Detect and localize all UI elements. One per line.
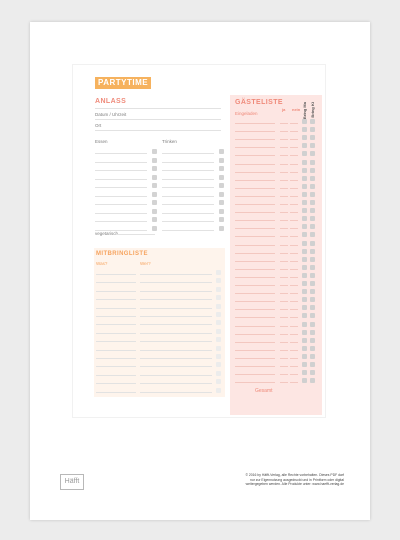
wer-line[interactable] xyxy=(140,282,212,283)
bring-ma-checkbox[interactable] xyxy=(302,200,307,205)
ja-line[interactable] xyxy=(280,334,288,335)
bring-ki-checkbox[interactable] xyxy=(310,216,315,221)
trinken-line[interactable] xyxy=(162,196,214,197)
ja-line[interactable] xyxy=(280,220,288,221)
bring-ki-checkbox[interactable] xyxy=(310,208,315,213)
page-title: PARTYTIME xyxy=(95,77,151,89)
ja-line[interactable] xyxy=(280,172,288,173)
bring-ki-checkbox[interactable] xyxy=(310,289,315,294)
essen-line[interactable] xyxy=(95,179,147,180)
wer-line[interactable] xyxy=(140,308,212,309)
bring-ki-checkbox[interactable] xyxy=(310,241,315,246)
bring-ma-checkbox[interactable] xyxy=(302,322,307,327)
wer-line[interactable] xyxy=(140,316,212,317)
anlass-title: ANLASS xyxy=(95,98,127,105)
wer-line[interactable] xyxy=(140,333,212,334)
nein-line[interactable] xyxy=(290,172,298,173)
ja-line[interactable] xyxy=(280,212,288,213)
wer-line[interactable] xyxy=(140,366,212,367)
bring-ma-checkbox[interactable] xyxy=(302,127,307,132)
bring-ki-checkbox[interactable] xyxy=(310,119,315,124)
was-line[interactable] xyxy=(96,366,136,367)
bring-ki-checkbox[interactable] xyxy=(310,176,315,181)
mitbring-checkbox[interactable] xyxy=(216,354,221,359)
guest-line[interactable] xyxy=(235,196,275,197)
nein-line[interactable] xyxy=(290,301,298,302)
ja-line[interactable] xyxy=(280,180,288,181)
guest-line[interactable] xyxy=(235,382,275,383)
mitbring-checkbox[interactable] xyxy=(216,388,221,393)
was-line[interactable] xyxy=(96,350,136,351)
bring-ma-checkbox[interactable] xyxy=(302,208,307,213)
guest-line[interactable] xyxy=(235,334,275,335)
guest-line[interactable] xyxy=(235,309,275,310)
guest-line[interactable] xyxy=(235,253,275,254)
nein-line[interactable] xyxy=(290,317,298,318)
essen-line[interactable] xyxy=(95,153,147,154)
ja-line[interactable] xyxy=(280,261,288,262)
party-planner xyxy=(72,64,326,418)
ja-label: ja xyxy=(282,107,286,112)
bring-ma-checkbox[interactable] xyxy=(302,257,307,262)
bring-ki-checkbox[interactable] xyxy=(310,313,315,318)
trinken-line[interactable] xyxy=(162,162,214,163)
gesamt-label: Gesamt xyxy=(255,388,273,394)
bring-ki-checkbox[interactable] xyxy=(310,151,315,156)
bring-ki-checkbox[interactable] xyxy=(310,322,315,327)
nein-line[interactable] xyxy=(290,220,298,221)
guest-line[interactable] xyxy=(235,366,275,367)
essen-checkbox[interactable] xyxy=(152,175,157,180)
wer-label: Wer? xyxy=(140,261,151,266)
bring-ki-checkbox[interactable] xyxy=(310,281,315,286)
nein-line[interactable] xyxy=(290,253,298,254)
nein-line[interactable] xyxy=(290,366,298,367)
mitbring-checkbox[interactable] xyxy=(216,312,221,317)
bring-ma-checkbox[interactable] xyxy=(302,241,307,246)
essen-line[interactable] xyxy=(95,230,147,231)
bring-ma-checkbox[interactable] xyxy=(302,354,307,359)
gaesteliste-title: GÄSTELISTE xyxy=(235,99,283,106)
nein-line[interactable] xyxy=(290,188,298,189)
trinken-checkbox[interactable] xyxy=(219,175,224,180)
essen-checkbox[interactable] xyxy=(152,209,157,214)
guest-line[interactable] xyxy=(235,358,275,359)
mitbring-checkbox[interactable] xyxy=(216,346,221,351)
trinken-checkbox[interactable] xyxy=(219,226,224,231)
was-line[interactable] xyxy=(96,392,136,393)
ort-line[interactable] xyxy=(95,130,221,131)
nein-line[interactable] xyxy=(290,196,298,197)
ja-line[interactable] xyxy=(280,188,288,189)
was-line[interactable] xyxy=(96,299,136,300)
datum-line[interactable] xyxy=(95,119,221,120)
nein-label: nein xyxy=(292,107,301,112)
bring-ma-checkbox[interactable] xyxy=(302,273,307,278)
bring-ki-checkbox[interactable] xyxy=(310,168,315,173)
nein-line[interactable] xyxy=(290,180,298,181)
mitbring-checkbox[interactable] xyxy=(216,337,221,342)
guest-line[interactable] xyxy=(235,172,275,173)
essen-line[interactable] xyxy=(95,204,147,205)
bring-ki-checkbox[interactable] xyxy=(310,378,315,383)
ja-line[interactable] xyxy=(280,123,288,124)
bring-ki-checkbox[interactable] xyxy=(310,249,315,254)
bring-ki-checkbox[interactable] xyxy=(310,184,315,189)
bring-ki-checkbox[interactable] xyxy=(310,354,315,359)
bring-ma-checkbox[interactable] xyxy=(302,232,307,237)
ja-line[interactable] xyxy=(280,285,288,286)
bring-ki-checkbox[interactable] xyxy=(310,257,315,262)
was-line[interactable] xyxy=(96,333,136,334)
trinken-checkbox[interactable] xyxy=(219,217,224,222)
ja-line[interactable] xyxy=(280,236,288,237)
ort-label: Ort xyxy=(95,123,102,128)
guest-line[interactable] xyxy=(235,261,275,262)
bring-ma-checkbox[interactable] xyxy=(302,176,307,181)
nein-line[interactable] xyxy=(290,350,298,351)
bring-ki-checkbox[interactable] xyxy=(310,224,315,229)
wer-line[interactable] xyxy=(140,299,212,300)
ja-line[interactable] xyxy=(280,164,288,165)
gaesteliste-box xyxy=(230,95,322,415)
essen-checkbox[interactable] xyxy=(152,183,157,188)
wer-line[interactable] xyxy=(140,358,212,359)
bring-ma-checkbox[interactable] xyxy=(302,184,307,189)
essen-line[interactable] xyxy=(95,221,147,222)
bring-ma-label: Bring Ma xyxy=(302,102,307,120)
essen-line[interactable] xyxy=(95,213,147,214)
bring-ki-checkbox[interactable] xyxy=(310,297,315,302)
ja-line[interactable] xyxy=(280,228,288,229)
bring-ki-checkbox[interactable] xyxy=(310,135,315,140)
ja-line[interactable] xyxy=(280,204,288,205)
guest-line[interactable] xyxy=(235,245,275,246)
trinken-checkbox[interactable] xyxy=(219,200,224,205)
nein-line[interactable] xyxy=(290,334,298,335)
was-line[interactable] xyxy=(96,282,136,283)
bring-ki-checkbox[interactable] xyxy=(310,160,315,165)
guest-line[interactable] xyxy=(235,277,275,278)
essen-line[interactable] xyxy=(95,162,147,163)
ja-line[interactable] xyxy=(280,293,288,294)
bring-ki-checkbox[interactable] xyxy=(310,370,315,375)
nein-line[interactable] xyxy=(290,164,298,165)
guest-line[interactable] xyxy=(235,155,275,156)
bring-ma-checkbox[interactable] xyxy=(302,192,307,197)
bring-ki-checkbox[interactable] xyxy=(310,338,315,343)
bring-ma-checkbox[interactable] xyxy=(302,378,307,383)
guest-line[interactable] xyxy=(235,188,275,189)
ja-line[interactable] xyxy=(280,139,288,140)
nein-line[interactable] xyxy=(290,277,298,278)
ja-line[interactable] xyxy=(280,317,288,318)
trinken-line[interactable] xyxy=(162,187,214,188)
essen-checkbox[interactable] xyxy=(152,226,157,231)
bring-ma-checkbox[interactable] xyxy=(302,160,307,165)
vegetarisch-label: vegetarisch xyxy=(95,231,119,236)
was-line[interactable] xyxy=(96,341,136,342)
ja-line[interactable] xyxy=(280,382,288,383)
essen-line[interactable] xyxy=(95,196,147,197)
mitbringliste-title: MITBRINGLISTE xyxy=(96,251,148,257)
bring-ki-checkbox[interactable] xyxy=(310,273,315,278)
nein-line[interactable] xyxy=(290,204,298,205)
guest-line[interactable] xyxy=(235,123,275,124)
wer-line[interactable] xyxy=(140,383,212,384)
nein-line[interactable] xyxy=(290,358,298,359)
eingeladen-label: Eingeladen xyxy=(235,111,258,116)
essen-line[interactable] xyxy=(95,170,147,171)
nein-line[interactable] xyxy=(290,309,298,310)
trinken-checkbox[interactable] xyxy=(219,158,224,163)
ja-line[interactable] xyxy=(280,358,288,359)
bring-ma-checkbox[interactable] xyxy=(302,338,307,343)
nein-line[interactable] xyxy=(290,261,298,262)
wer-line[interactable] xyxy=(140,324,212,325)
haefft-logo: Häfft xyxy=(60,474,84,490)
ja-line[interactable] xyxy=(280,253,288,254)
wer-line[interactable] xyxy=(140,291,212,292)
bring-ma-checkbox[interactable] xyxy=(302,143,307,148)
ja-line[interactable] xyxy=(280,277,288,278)
nein-line[interactable] xyxy=(290,245,298,246)
ja-line[interactable] xyxy=(280,131,288,132)
nein-line[interactable] xyxy=(290,155,298,156)
essen-checkbox[interactable] xyxy=(152,200,157,205)
bring-ma-checkbox[interactable] xyxy=(302,305,307,310)
was-line[interactable] xyxy=(96,375,136,376)
bring-ma-checkbox[interactable] xyxy=(302,119,307,124)
ja-line[interactable] xyxy=(280,196,288,197)
nein-line[interactable] xyxy=(290,326,298,327)
wer-line[interactable] xyxy=(140,274,212,275)
mitbring-checkbox[interactable] xyxy=(216,287,221,292)
nein-line[interactable] xyxy=(290,139,298,140)
mitbring-checkbox[interactable] xyxy=(216,329,221,334)
copyright-text: © 2016 by Häfft-Verlag, alle Rechte vorbehalten. Dieses PDF darf nur zur Eigennutzung ausgedruckt und in Printform oder digital weitergegeben werden. Alle Produkte unter: www.haefft-verlag.de xyxy=(245,473,344,487)
bring-ma-checkbox[interactable] xyxy=(302,346,307,351)
bring-ki-label: Bring Ki xyxy=(310,102,315,118)
guest-line[interactable] xyxy=(235,326,275,327)
ja-line[interactable] xyxy=(280,309,288,310)
ja-line[interactable] xyxy=(280,245,288,246)
anlass-title-line xyxy=(95,108,221,109)
wer-line[interactable] xyxy=(140,392,212,393)
vegetarisch-line[interactable] xyxy=(117,234,155,235)
ja-line[interactable] xyxy=(280,155,288,156)
guest-line[interactable] xyxy=(235,374,275,375)
bring-ki-checkbox[interactable] xyxy=(310,305,315,310)
mitbring-checkbox[interactable] xyxy=(216,362,221,367)
nein-line[interactable] xyxy=(290,131,298,132)
nein-line[interactable] xyxy=(290,123,298,124)
nein-line[interactable] xyxy=(290,228,298,229)
guest-line[interactable] xyxy=(235,285,275,286)
ja-line[interactable] xyxy=(280,342,288,343)
nein-line[interactable] xyxy=(290,147,298,148)
essen-checkbox[interactable] xyxy=(152,192,157,197)
nein-line[interactable] xyxy=(290,236,298,237)
was-line[interactable] xyxy=(96,383,136,384)
ja-line[interactable] xyxy=(280,350,288,351)
mitbring-checkbox[interactable] xyxy=(216,295,221,300)
nein-line[interactable] xyxy=(290,212,298,213)
guest-line[interactable] xyxy=(235,342,275,343)
guest-line[interactable] xyxy=(235,293,275,294)
nein-line[interactable] xyxy=(290,285,298,286)
bring-ki-checkbox[interactable] xyxy=(310,265,315,270)
guest-line[interactable] xyxy=(235,204,275,205)
trinken-line[interactable] xyxy=(162,179,214,180)
was-line[interactable] xyxy=(96,308,136,309)
trinken-checkbox[interactable] xyxy=(219,183,224,188)
trinken-line[interactable] xyxy=(162,221,214,222)
bring-ki-checkbox[interactable] xyxy=(310,232,315,237)
bring-ma-checkbox[interactable] xyxy=(302,297,307,302)
bring-ki-checkbox[interactable] xyxy=(310,143,315,148)
guest-line[interactable] xyxy=(235,350,275,351)
bring-ma-checkbox[interactable] xyxy=(302,168,307,173)
guest-line[interactable] xyxy=(235,228,275,229)
nein-line[interactable] xyxy=(290,293,298,294)
guest-line[interactable] xyxy=(235,220,275,221)
bring-ma-checkbox[interactable] xyxy=(302,289,307,294)
bring-ki-checkbox[interactable] xyxy=(310,346,315,351)
bring-ma-checkbox[interactable] xyxy=(302,281,307,286)
was-line[interactable] xyxy=(96,316,136,317)
nein-line[interactable] xyxy=(290,269,298,270)
essen-checkbox[interactable] xyxy=(152,149,157,154)
guest-line[interactable] xyxy=(235,131,275,132)
ja-line[interactable] xyxy=(280,147,288,148)
was-line[interactable] xyxy=(96,358,136,359)
was-line[interactable] xyxy=(96,274,136,275)
bring-ki-checkbox[interactable] xyxy=(310,192,315,197)
bring-ma-checkbox[interactable] xyxy=(302,313,307,318)
guest-line[interactable] xyxy=(235,269,275,270)
trinken-line[interactable] xyxy=(162,204,214,205)
guest-line[interactable] xyxy=(235,164,275,165)
guest-line[interactable] xyxy=(235,180,275,181)
ja-line[interactable] xyxy=(280,301,288,302)
trinken-line[interactable] xyxy=(162,213,214,214)
bring-ma-checkbox[interactable] xyxy=(302,249,307,254)
mitbringliste-box xyxy=(94,248,225,397)
essen-checkbox[interactable] xyxy=(152,217,157,222)
was-line[interactable] xyxy=(96,324,136,325)
ja-line[interactable] xyxy=(280,269,288,270)
datum-label: Datum / Uhrzeit xyxy=(95,112,127,117)
mitbring-checkbox[interactable] xyxy=(216,304,221,309)
guest-line[interactable] xyxy=(235,147,275,148)
bring-ki-checkbox[interactable] xyxy=(310,200,315,205)
essen-checkbox[interactable] xyxy=(152,166,157,171)
mitbring-checkbox[interactable] xyxy=(216,278,221,283)
trinken-checkbox[interactable] xyxy=(219,192,224,197)
nein-line[interactable] xyxy=(290,374,298,375)
wer-line[interactable] xyxy=(140,375,212,376)
wer-line[interactable] xyxy=(140,350,212,351)
trinken-line[interactable] xyxy=(162,153,214,154)
trinken-line[interactable] xyxy=(162,230,214,231)
essen-line[interactable] xyxy=(95,187,147,188)
essen-label: Essen xyxy=(95,139,108,144)
mitbring-checkbox[interactable] xyxy=(216,270,221,275)
nein-line[interactable] xyxy=(290,382,298,383)
guest-line[interactable] xyxy=(235,236,275,237)
bring-ma-checkbox[interactable] xyxy=(302,216,307,221)
bring-ma-checkbox[interactable] xyxy=(302,135,307,140)
bring-ma-checkbox[interactable] xyxy=(302,224,307,229)
trinken-checkbox[interactable] xyxy=(219,149,224,154)
bring-ma-checkbox[interactable] xyxy=(302,265,307,270)
essen-checkbox[interactable] xyxy=(152,158,157,163)
was-line[interactable] xyxy=(96,291,136,292)
guest-line[interactable] xyxy=(235,301,275,302)
guest-line[interactable] xyxy=(235,212,275,213)
mitbring-checkbox[interactable] xyxy=(216,371,221,376)
ja-line[interactable] xyxy=(280,326,288,327)
ja-line[interactable] xyxy=(280,366,288,367)
ja-line[interactable] xyxy=(280,374,288,375)
nein-line[interactable] xyxy=(290,342,298,343)
guest-line[interactable] xyxy=(235,139,275,140)
trinken-checkbox[interactable] xyxy=(219,166,224,171)
mitbring-checkbox[interactable] xyxy=(216,320,221,325)
bring-ma-checkbox[interactable] xyxy=(302,151,307,156)
trinken-checkbox[interactable] xyxy=(219,209,224,214)
bring-ki-checkbox[interactable] xyxy=(310,330,315,335)
trinken-line[interactable] xyxy=(162,170,214,171)
bring-ma-checkbox[interactable] xyxy=(302,330,307,335)
bring-ma-checkbox[interactable] xyxy=(302,370,307,375)
mitbring-checkbox[interactable] xyxy=(216,379,221,384)
was-label: Was? xyxy=(96,261,108,266)
guest-line[interactable] xyxy=(235,317,275,318)
bring-ki-checkbox[interactable] xyxy=(310,127,315,132)
bring-ki-checkbox[interactable] xyxy=(310,362,315,367)
trinken-label: Trinken xyxy=(162,139,177,144)
bring-ma-checkbox[interactable] xyxy=(302,362,307,367)
wer-line[interactable] xyxy=(140,341,212,342)
